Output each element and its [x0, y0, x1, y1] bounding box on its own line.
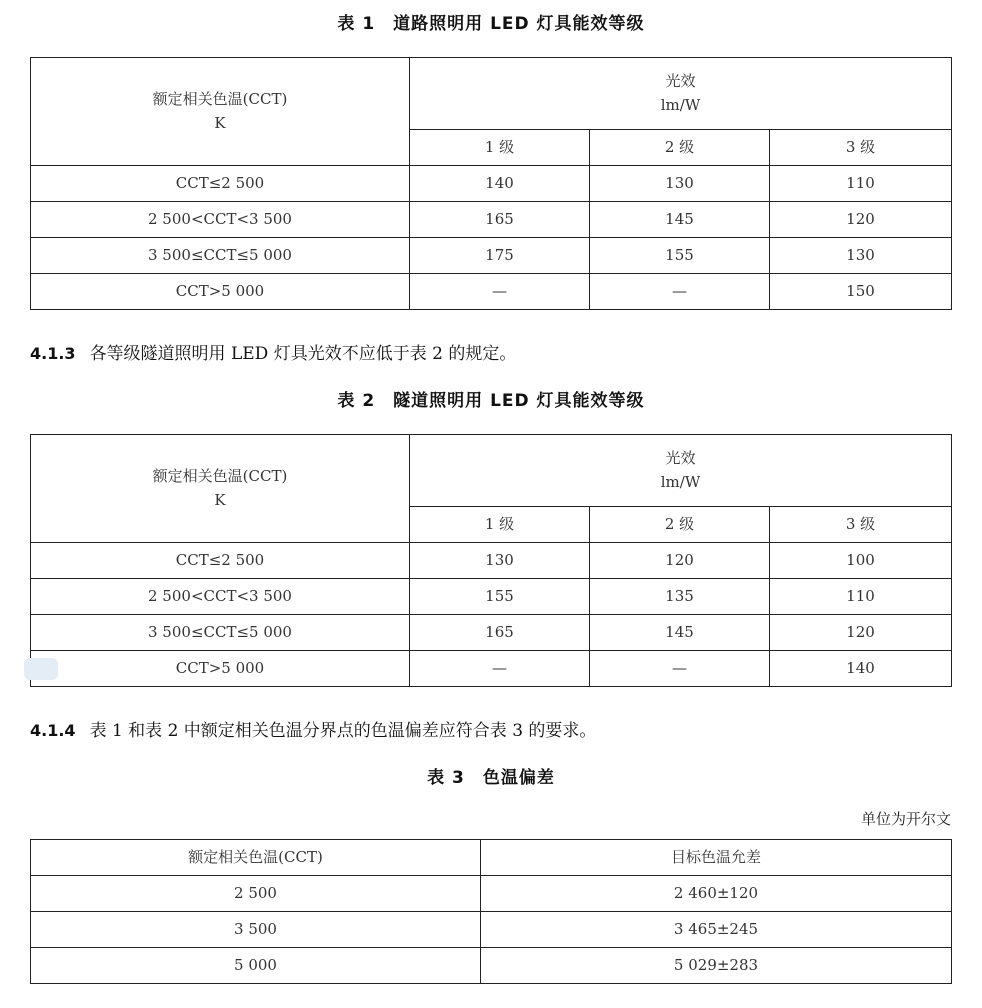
- value-cell: 145: [590, 202, 770, 238]
- efficacy-header-unit: lm/W: [660, 95, 701, 114]
- value-cell: 140: [770, 651, 952, 687]
- value-cell: 120: [590, 543, 770, 579]
- table-row: [31, 166, 952, 202]
- clause-4-1-3: [30, 339, 516, 364]
- value-cell: 145: [590, 615, 770, 651]
- efficacy-header-label: 光效: [665, 72, 696, 91]
- efficacy-header-unit: lm/W: [660, 472, 701, 491]
- table-row: [31, 543, 952, 579]
- value-cell: 110: [770, 166, 952, 202]
- value-cell: 140: [410, 166, 590, 202]
- grade-header-3: 3 级: [770, 130, 952, 166]
- table-row: [31, 615, 952, 651]
- value-cell: 100: [770, 543, 952, 579]
- value-cell: 120: [770, 202, 952, 238]
- table-row: [31, 238, 952, 274]
- value-cell: 155: [410, 579, 590, 615]
- cct-header-label: 额定相关色温(CCT): [152, 90, 288, 109]
- cct-header-label: 额定相关色温(CCT): [152, 467, 288, 486]
- clause-number: 4.1.3: [30, 344, 76, 363]
- table-row: [31, 651, 952, 687]
- value-cell: 130: [590, 166, 770, 202]
- table-row: [31, 202, 952, 238]
- cct-cell: CCT≤2 500: [31, 543, 410, 579]
- cct-cell: CCT>5 000: [31, 274, 410, 310]
- table3-header-cct: 额定相关色温(CCT): [31, 840, 481, 876]
- value-cell: 155: [590, 238, 770, 274]
- cct-cell: 3 500≤CCT≤5 000: [31, 238, 410, 274]
- value-cell: 120: [770, 615, 952, 651]
- table1: [30, 57, 952, 310]
- value-cell: —: [590, 274, 770, 310]
- tolerance-cell: 2 460±120: [481, 876, 952, 912]
- grade-header-2: 2 级: [590, 130, 770, 166]
- efficacy-header-cell: [410, 435, 952, 507]
- cct-cell: 2 500<CCT<3 500: [31, 579, 410, 615]
- grade-header-2: 2 级: [590, 507, 770, 543]
- unit-note: 单位为开尔文: [860, 810, 951, 828]
- table3-header-tolerance: 目标色温允差: [481, 840, 952, 876]
- value-cell: 130: [410, 543, 590, 579]
- clause-text: 表 1 和表 2 中额定相关色温分界点的色温偏差应符合表 3 的要求。: [89, 721, 597, 741]
- value-cell: 135: [590, 579, 770, 615]
- clause-4-1-4: [30, 716, 596, 741]
- table3-caption: 表 3 色温偏差: [427, 768, 555, 788]
- clause-text: 各等级隧道照明用 LED 灯具光效不应低于表 2 的规定。: [89, 344, 517, 364]
- value-cell: 175: [410, 238, 590, 274]
- table-row: [31, 912, 952, 948]
- table2-caption: 表 2 隧道照明用 LED 灯具能效等级: [337, 391, 645, 411]
- table-row: [31, 579, 952, 615]
- value-cell: —: [410, 274, 590, 310]
- value-cell: 165: [410, 202, 590, 238]
- cct-cell: 2 500<CCT<3 500: [31, 202, 410, 238]
- cct-header-cell: [31, 435, 410, 543]
- cct-header-cell: [31, 58, 410, 166]
- value-cell: 130: [770, 238, 952, 274]
- value-cell: 165: [410, 615, 590, 651]
- efficacy-header-cell: [410, 58, 952, 130]
- cct-cell: 3 500≤CCT≤5 000: [31, 615, 410, 651]
- efficacy-header-label: 光效: [665, 449, 696, 468]
- table-row: [31, 948, 952, 984]
- cct-cell: CCT>5 000: [31, 651, 410, 687]
- table3: [30, 839, 952, 984]
- tolerance-cell: 5 029±283: [481, 948, 952, 984]
- cct-cell: 3 500: [31, 912, 481, 948]
- grade-header-3: 3 级: [770, 507, 952, 543]
- value-cell: 110: [770, 579, 952, 615]
- cct-header-unit: K: [214, 490, 226, 509]
- table-row: [31, 274, 952, 310]
- clause-number: 4.1.4: [30, 721, 76, 740]
- table1-caption: 表 1 道路照明用 LED 灯具能效等级: [337, 14, 645, 34]
- cct-cell: 5 000: [31, 948, 481, 984]
- value-cell: —: [590, 651, 770, 687]
- watermark-logo: [24, 658, 58, 680]
- cct-header-unit: K: [214, 113, 226, 132]
- table2: [30, 434, 952, 687]
- cct-cell: 2 500: [31, 876, 481, 912]
- value-cell: 150: [770, 274, 952, 310]
- table-row: [31, 876, 952, 912]
- grade-header-1: 1 级: [410, 130, 590, 166]
- cct-cell: CCT≤2 500: [31, 166, 410, 202]
- tolerance-cell: 3 465±245: [481, 912, 952, 948]
- grade-header-1: 1 级: [410, 507, 590, 543]
- value-cell: —: [410, 651, 590, 687]
